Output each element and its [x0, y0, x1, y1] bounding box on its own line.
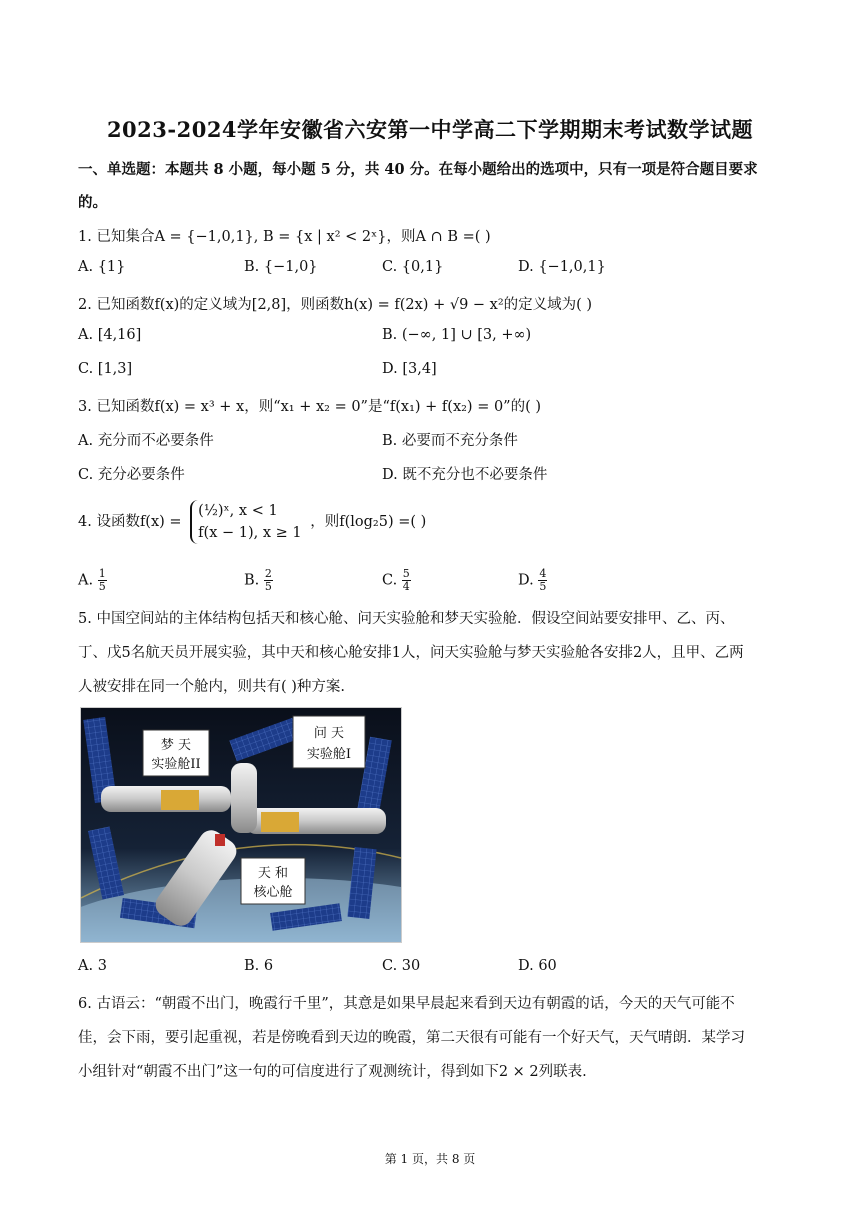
node-module	[231, 763, 257, 833]
question-4-option-d	[518, 568, 547, 593]
question-4-option-b	[244, 568, 273, 593]
question-5-line-1: 5. 中国空间站的主体结构包括天和核心舱、问天实验舱和梦天实验舱．假设空间站要安排甲、乙、丙、	[78, 611, 735, 627]
question-2-stem: 2. 已知函数f(x)的定义域为[2,8]，则函数h(x) = f(2x) + √9 − x²的定义域为( )	[78, 297, 593, 313]
question-5-option-b: B. 6	[244, 958, 274, 974]
question-5-option-a: A. 3	[78, 958, 107, 974]
mengtian-label-line2: 实验舱II	[151, 757, 201, 772]
question-2-option-a: A. [4,16]	[78, 327, 142, 343]
question-5-option-d: D. 60	[518, 958, 557, 974]
denominator: 5	[539, 580, 547, 593]
wentian-label-line1: 问 天	[313, 726, 345, 741]
page-footer: 第 1 页，共 8 页	[384, 1152, 476, 1166]
question-3-option-c: C. 充分必要条件	[78, 467, 185, 483]
numerator: 5	[402, 567, 410, 580]
page-title: 2023-2024学年安徽省六安第一中学高二下学期期末考试数学试题	[106, 117, 754, 142]
tianhe-label-line2: 核心舱	[253, 885, 293, 900]
denominator: 4	[402, 580, 410, 593]
question-2-option-b: B. (−∞, 1] ∪ [3, +∞)	[382, 327, 532, 343]
mengtian-label-line1: 梦 天	[160, 738, 192, 753]
option-letter: B.	[244, 572, 260, 589]
denominator: 5	[98, 580, 106, 593]
numerator: 1	[98, 567, 106, 580]
question-3-option-b: B. 必要而不充分条件	[382, 433, 518, 449]
question-4-suffix: ，则f(log₂5) =( )	[310, 514, 427, 530]
question-1-option-b: B. {−1,0}	[244, 259, 318, 275]
space-station-illustration	[81, 708, 401, 942]
question-1-option-d: D. {−1,0,1}	[518, 259, 606, 275]
wentian-label-line2: 实验舱I	[306, 747, 352, 762]
numerator: 4	[539, 567, 547, 580]
question-3-option-d: D. 既不充分也不必要条件	[382, 467, 548, 483]
fraction	[98, 568, 107, 593]
question-4-prefix: 4. 设函数f(x) =	[78, 514, 182, 530]
section-header: 一、单选题：本题共 8 小题，每小题 5 分，共 40 分。在每小题给出的选项中，只有一项是符合题目要求	[78, 161, 758, 178]
question-4-option-c	[382, 568, 411, 593]
wentian-band	[261, 812, 299, 832]
numerator: 2	[264, 567, 272, 580]
piecewise-case-1: (½)ˣ, x < 1	[198, 503, 278, 519]
fraction	[538, 568, 547, 593]
question-5-line-2: 丁、戊5名航天员开展实验，其中天和核心舱安排1人，问天实验舱与梦天实验舱各安排2人，且甲、乙两	[78, 645, 744, 661]
mengtian-band	[161, 790, 199, 810]
option-letter: C.	[382, 572, 398, 589]
question-3-option-a: A. 充分而不必要条件	[78, 433, 214, 449]
question-1-option-c: C. {0,1}	[382, 259, 444, 275]
question-6-line-1: 6. 古语云：“朝霞不出门，晚霞行千里”，其意是如果早晨起来看到天边有朝霞的话，今天的天气可能不	[78, 996, 735, 1012]
question-2-option-d: D. [3,4]	[382, 361, 437, 377]
denominator: 5	[264, 580, 272, 593]
question-6-line-2: 佳，会下雨，要引起重视，若是傍晚看到天边的晚霞，第二天很有可能有一个好天气，天气晴朗．某学习	[78, 1030, 745, 1046]
option-letter: D.	[518, 572, 534, 589]
space-station-figure	[80, 707, 402, 943]
fraction	[402, 568, 411, 593]
question-4-stem	[78, 500, 426, 544]
question-5-option-c: C. 30	[382, 958, 421, 974]
piecewise-case-2: f(x − 1), x ≥ 1	[198, 525, 302, 541]
section-header-cont: 的。	[78, 194, 107, 211]
tianhe-flag	[215, 834, 225, 846]
question-5-line-3: 人被安排在同一个舱内，则共有( )种方案.	[78, 679, 346, 695]
option-letter: A.	[78, 572, 94, 589]
question-6-line-3: 小组针对“朝霞不出门”这一句的可信度进行了观测统计，得到如下2 × 2列联表.	[78, 1064, 587, 1080]
question-3-stem: 3. 已知函数f(x) = x³ + x，则“x₁ + x₂ = 0”是“f(x₁) + f(x₂) = 0”的( )	[78, 399, 542, 415]
tianhe-label-line1: 天 和	[257, 866, 289, 881]
fraction	[264, 568, 273, 593]
question-2-option-c: C. [1,3]	[78, 361, 133, 377]
question-4-option-a	[78, 568, 107, 593]
question-1-option-a: A. {1}	[78, 259, 126, 275]
piecewise-cases	[190, 500, 301, 544]
question-1-stem: 1. 已知集合A = {−1,0,1}, B = {x | x² < 2ˣ}，则A ∩ B =( )	[78, 229, 491, 245]
